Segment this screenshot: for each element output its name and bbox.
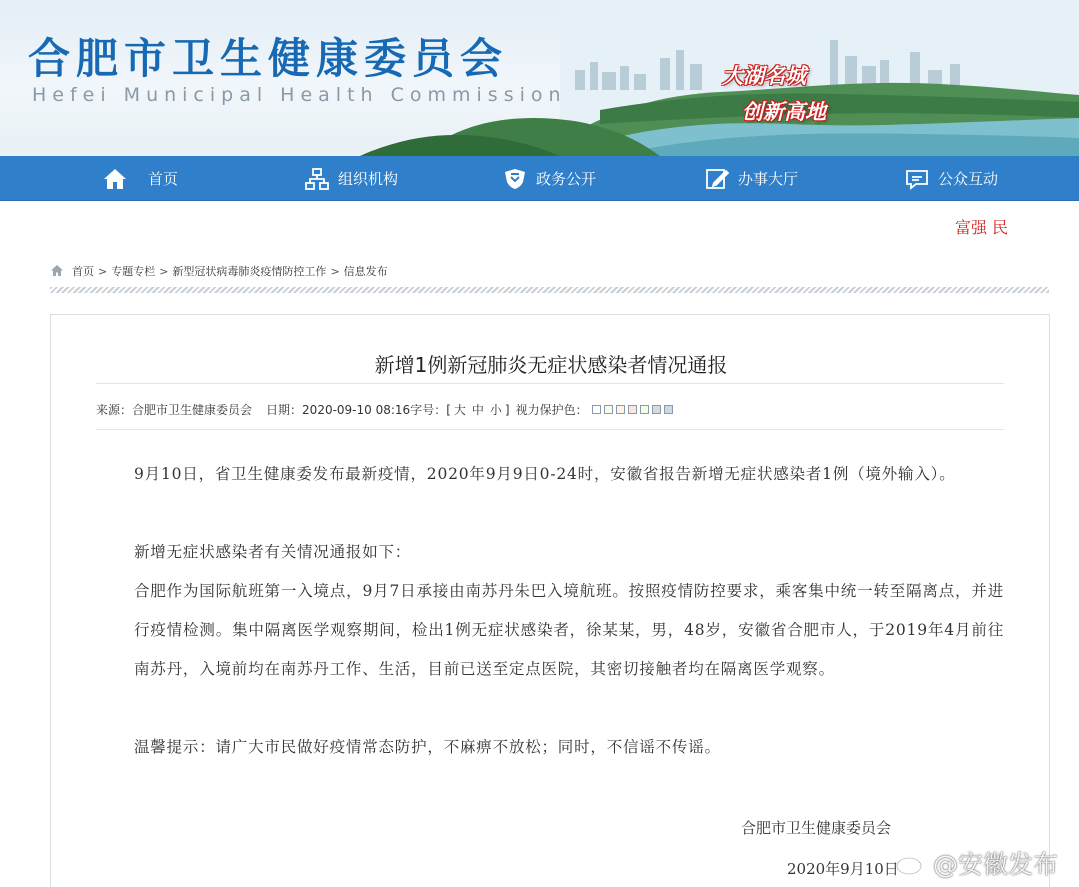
article-meta: [96, 401, 676, 418]
signature-date: 2020年9月10日: [787, 860, 899, 878]
article-title: 新增1例新冠肺炎无症状感染者情况通报: [374, 353, 728, 377]
values-ticker: 富强 民: [955, 218, 1009, 237]
breadcrumb-separator: >: [330, 264, 340, 278]
breadcrumb: [50, 263, 388, 279]
color-swatch-6[interactable]: [652, 405, 661, 414]
color-swatch-3[interactable]: [616, 405, 625, 414]
font-size-close: ]: [504, 402, 510, 417]
color-swatch-2[interactable]: [604, 405, 613, 414]
site-title: 合肥市卫生健康委员会: [28, 34, 509, 83]
breadcrumb-separator: >: [159, 264, 169, 278]
source-label: 来源：: [96, 403, 133, 417]
site-subtitle: Hefei Municipal Health Commission: [32, 84, 567, 106]
nav-item-service-hall[interactable]: [704, 156, 798, 201]
breadcrumb-covid-prevention[interactable]: 新型冠状病毒肺炎疫情防控工作: [172, 265, 327, 278]
edit-icon: [704, 166, 730, 192]
nav-label: 组织机构: [338, 170, 399, 188]
nav-label: 政务公开: [536, 170, 597, 188]
eye-care-color-label: 视力保护色：: [515, 403, 588, 417]
font-size-small-button[interactable]: 小: [489, 403, 502, 417]
color-swatch-1[interactable]: [592, 405, 601, 414]
font-size-label: 字号：[: [410, 403, 451, 417]
paragraph-2: 新增无症状感染者有关情况通报如下：: [134, 543, 412, 561]
breadcrumb-separator: >: [98, 264, 108, 278]
color-swatch-group: [592, 405, 676, 414]
source-value: 合肥市卫生健康委员会: [132, 403, 253, 417]
nav-label: 公众互动: [938, 170, 999, 188]
home-icon: [102, 166, 128, 192]
chat-icon: [904, 166, 930, 192]
nav-item-home[interactable]: [102, 156, 178, 201]
meta-divider: [96, 429, 1004, 430]
nav-item-government-affairs[interactable]: [502, 156, 596, 201]
breadcrumb-special-column[interactable]: 专题专栏: [111, 265, 156, 278]
paragraph-1: [134, 455, 1004, 494]
paragraph-3: 合肥作为国际航班第一入境点，9月7日承接由南苏丹朱巴入境航班。按照疫情防控要求，乘客集中统一转至隔离点，并进行疫情检测。集中隔离医学观察期间，检出1例无症状感染者，徐某某，男，48岁，安徽省合肥市人，于2019年4月前往南苏丹，入境前均在南苏丹工作、生活，目前已送至定点医院，其密切接触者均在隔离医学观察。: [134, 582, 1004, 678]
home-icon: [50, 264, 64, 278]
shield-icon: [502, 166, 528, 192]
weibo-watermark: [895, 845, 1058, 881]
article-container: [50, 314, 1050, 887]
breadcrumb-home[interactable]: 首页: [72, 265, 94, 278]
weibo-icon: [895, 850, 929, 876]
org-chart-icon: [304, 166, 330, 192]
breadcrumb-info-release[interactable]: 信息发布: [343, 265, 388, 278]
nav-item-public-interaction[interactable]: [904, 156, 998, 201]
paragraph-1-text: 9月10日，省卫生健康委发布最新疫情，2020年9月9日0-24时，安徽省报告新增无症状感染者1例（境外输入）。: [134, 465, 956, 483]
signature-organization: 合肥市卫生健康委员会: [741, 819, 892, 837]
paragraph-4: 温馨提示：请广大市民做好疫情常态防护，不麻痹不放松；同时，不信谣不传谣。: [134, 738, 721, 756]
slogan-line-2: 创新高地: [742, 100, 826, 124]
watermark-text: @安徽发布: [933, 850, 1059, 879]
title-divider: [96, 383, 1004, 384]
date-label: 日期：: [266, 403, 303, 417]
color-swatch-5[interactable]: [640, 405, 649, 414]
nav-label: 办事大厅: [738, 170, 799, 188]
main-nav: [0, 156, 1079, 201]
color-swatch-7[interactable]: [664, 405, 673, 414]
slogan-line-1: 大湖名城: [722, 64, 806, 88]
font-size-large-button[interactable]: 大: [453, 403, 466, 417]
date-value: 2020-09-10 08:16: [302, 402, 411, 417]
nav-label: 首页: [148, 170, 179, 188]
site-header-banner: [0, 0, 1079, 156]
color-swatch-4[interactable]: [628, 405, 637, 414]
breadcrumb-divider: [50, 287, 1049, 293]
nav-item-organization[interactable]: [304, 156, 398, 201]
font-size-medium-button[interactable]: 中: [471, 403, 484, 417]
